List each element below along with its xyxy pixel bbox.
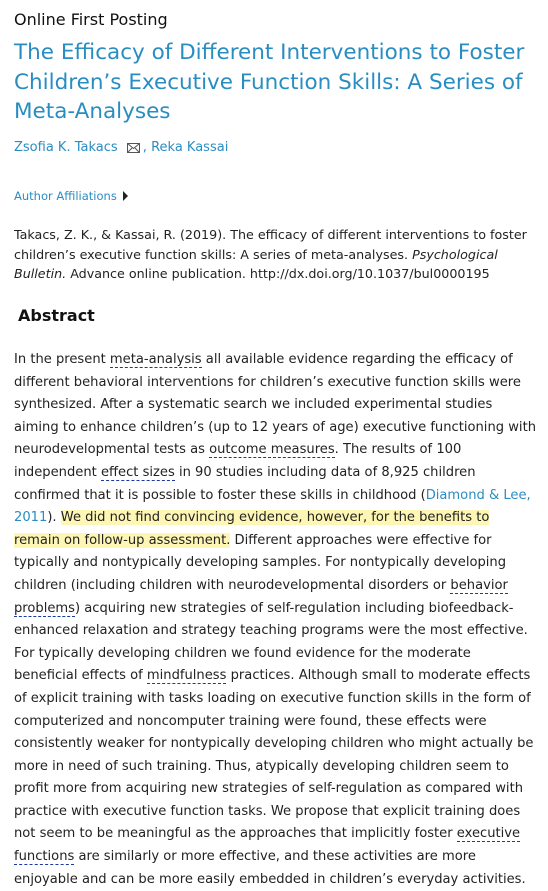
author-link-kassai[interactable]: Reka Kassai: [151, 140, 229, 155]
glossary-term-outcome-measures[interactable]: outcome measures: [209, 442, 335, 458]
citation-text: Takacs, Z. K., & Kassai, R. (2019). The efficacy of different interventions to foster children’s executive function skills: A series of meta-analyses.: [14, 227, 527, 262]
envelope-icon[interactable]: [127, 142, 140, 157]
abstract-text: . The results of 100 independent: [14, 442, 462, 480]
abstract-text: ) acquiring new strategies of self-regulation including biofeedback-enhanced relaxation and strategy teaching programs were the most effective. For typically developing children we found evidence for the moderate beneficial effects of: [14, 600, 528, 684]
author-affiliations-toggle[interactable]: [14, 189, 128, 203]
abstract-text: In the present: [14, 352, 110, 367]
highlighted-text: We did not find convincing evidence, however, for the benefits to remain on follow-up assessment.: [14, 510, 490, 548]
article-title: The Efficacy of Different Interventions to Foster Children’s Executive Function Skills: A Series of Meta-Analyses: [14, 40, 525, 124]
glossary-term-executive-functions[interactable]: executive functions: [14, 826, 521, 865]
abstract-body: [14, 349, 538, 891]
abstract-text: are similarly or more effective, and these activities are more enjoyable and can be more easily embedded in children’s everyday activities.: [14, 849, 526, 887]
citation-journal: Psychological Bulletin.: [14, 246, 498, 281]
glossary-term-effect-sizes[interactable]: effect sizes: [100, 464, 175, 480]
author-separator: ,: [142, 140, 147, 155]
triangle-right-icon: [123, 191, 128, 201]
abstract-heading: Abstract: [18, 306, 95, 325]
author-affiliations-label: Author Affiliations: [14, 189, 117, 203]
citation-details: Advance online publication. http://dx.doi.org/10.1037/bul0000195: [66, 266, 490, 281]
glossary-term-mindfulness[interactable]: mindfulness: [146, 668, 227, 684]
abstract-text: ).: [47, 510, 61, 526]
reference-link-diamond-lee[interactable]: Diamond & Lee, 2011: [14, 487, 531, 526]
author-list: [14, 140, 228, 157]
abstract-text: all available evidence regarding the efficacy of different behavioral interventions for children’s executive function skills were synthesized. After a systematic search we included experimental studies aiming to enhance children’s (up to 12 years of age) executive functioning with neurodevelopmental tests as: [14, 352, 536, 458]
abstract-text: in 90 studies including data of 8,925 children confirmed that it is possible to foster these skills in childhood (: [14, 464, 476, 503]
glossary-term-behavior-problems[interactable]: behavior problems: [14, 577, 508, 616]
author-link-takacs[interactable]: Zsofia K. Takacs: [14, 140, 118, 155]
abstract-text: practices. Although small to moderate effects of explicit training with tasks loading on executive function skills in the form of computerized and noncomputer training were found, these effects were consistently weaker for nontypically developing children who might actually be more in need of such training. Thus, atypically developing children seem to profit more from acquiring new strategies of self-regulation as compared with practice with executive function tasks. We propose that explicit training does not seem to be meaningful as the approaches that implicitly foster: [14, 668, 534, 842]
posting-status: Online First Posting: [14, 10, 168, 29]
glossary-term-meta-analysis[interactable]: meta-analysis: [109, 352, 202, 367]
citation: [14, 225, 538, 284]
abstract-text: Different approaches were effective for typically and nontypically developing samples. For nontypically developing children (including children with neurodevelopmental disorders or: [14, 532, 507, 593]
